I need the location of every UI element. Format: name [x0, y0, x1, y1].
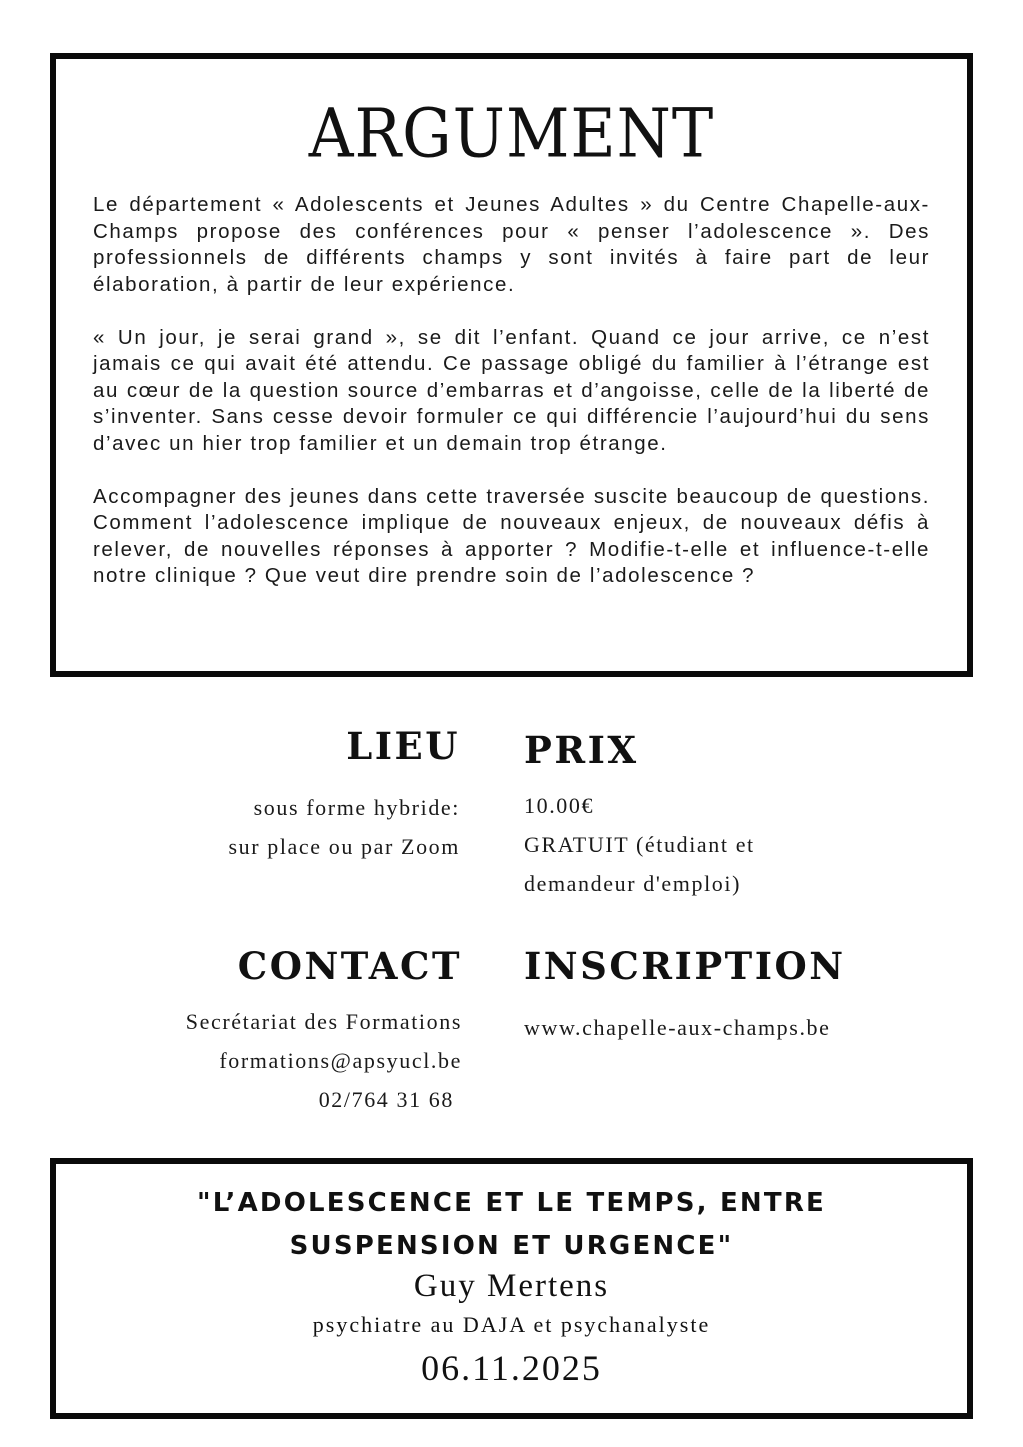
lieu-heading: LIEU [346, 724, 460, 768]
prix-text [524, 786, 755, 903]
argument-body [93, 192, 930, 590]
argument-paragraph-2: « Un jour, je serai grand », se dit l’enfant. Quand ce jour arrive, ce n’est jamais ce qui avait été attendu. Ce passage obligé du familier à l’étrange est au cœur de la question source d’embarras et d’angoisse, celle de la liberté de s’inventer. Sans cesse devoir formuler ce qui différencie l’aujourd’hui du sens d’avec un hier trop familier et un demain trop étrange. [93, 325, 930, 455]
speaker-name: Guy Mertens [413, 1268, 610, 1304]
talk-title [56, 1182, 967, 1268]
argument-box [50, 53, 973, 677]
contact-phone[interactable]: 02/764 31 68 [318, 1087, 454, 1112]
inscription-heading: INSCRIPTION [524, 944, 846, 988]
lieu-text [228, 788, 460, 866]
talk-box [50, 1158, 973, 1419]
talk-title-line-2: SUSPENSION ET URGENCE" [289, 1231, 734, 1261]
argument-title: ARGUMENT [308, 94, 715, 173]
argument-paragraph-3: Accompagner des jeunes dans cette traversée suscite beaucoup de questions. Comment l’adolescence implique de nouveaux enjeux, de nouveaux défis à relever, de nouvelles réponses à apporter ? Modifie-t-elle et influence-t-elle notre clinique ? Que veut dire prendre soin de l’adolescence ? [93, 484, 930, 587]
talk-title-line-1: "L’ADOLESCENCE ET LE TEMPS, ENTRE [196, 1188, 826, 1218]
argument-paragraph-1: Le département « Adolescents et Jeunes Adultes » du Centre Chapelle-aux-Champs propose des conférences pour « penser l’adolescence ». Des professionnels de différents champs y sont invités à faire part de leur élaboration, à partir de leur expérience. [93, 193, 930, 296]
prix-amount: 10.00€ [524, 793, 595, 818]
talk-date: 06.11.2025 [421, 1348, 602, 1388]
lieu-line-2: sur place ou par Zoom [228, 834, 460, 859]
inscription-url[interactable]: www.chapelle-aux-champs.be [524, 1015, 831, 1040]
contact-email[interactable]: formations@apsyucl.be [219, 1048, 462, 1073]
lieu-line-1: sous forme hybride: [253, 795, 460, 820]
prix-line-3: demandeur d'emploi) [524, 871, 742, 896]
prix-heading: PRIX [524, 728, 639, 772]
contact-text [186, 1002, 462, 1119]
prix-line-2: GRATUIT (étudiant et [524, 832, 755, 857]
speaker-role: psychiatre au DAJA et psychanalyste [312, 1312, 711, 1337]
contact-secretariat: Secrétariat des Formations [185, 1009, 462, 1034]
contact-heading: CONTACT [237, 944, 462, 988]
